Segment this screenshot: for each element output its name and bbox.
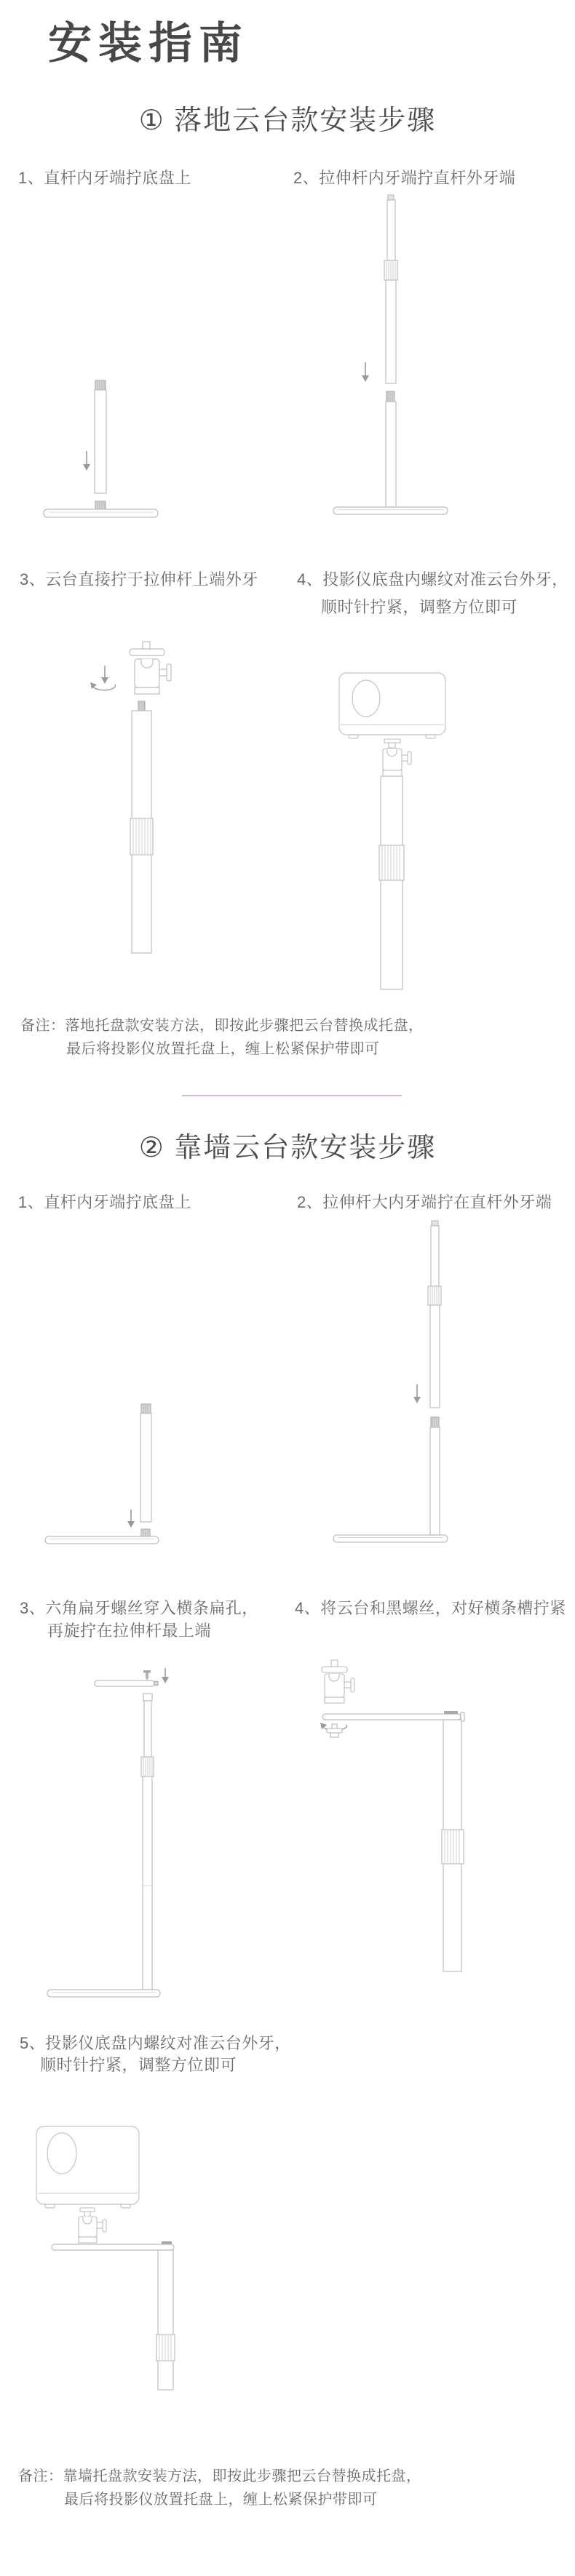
straight-pole	[430, 1427, 440, 1535]
ballhead-knob	[159, 669, 167, 676]
section2-step5-label-line2: 顺时针拧紧，调整方位即可	[40, 2056, 237, 2074]
extension-pole-upper	[387, 200, 395, 260]
section2-note-line2: 最后将投影仪放置托盘上，缠上松紧保护带即可	[64, 2492, 378, 2508]
section1-heading: ① 落地云台款安装步骤	[138, 105, 437, 136]
base-plate	[47, 1990, 160, 1997]
section1-step1-label: 1、直杆内牙端拧底盘上	[18, 169, 191, 187]
base-plate	[333, 507, 448, 514]
down-arrow-icon	[413, 1384, 421, 1403]
diagram-s1-step1-pole-onto-base	[0, 167, 288, 524]
cross-bar	[322, 1714, 461, 1720]
section2-step1-label: 1、直杆内牙端拧底盘上	[18, 1193, 191, 1211]
lock-collar	[442, 1830, 464, 1864]
extension-pole-lower	[430, 1305, 440, 1408]
diagram-s2-step1-pole-onto-base	[0, 1229, 288, 1553]
black-screw	[162, 2241, 172, 2244]
ballhead-knob	[344, 1682, 351, 1688]
pole-top-notch	[388, 195, 394, 200]
page-title: 安装指南	[48, 19, 249, 68]
ballhead-knob	[97, 2222, 103, 2228]
thread-cap	[141, 1404, 151, 1413]
diagram-s1-step4-projector-on-stand	[288, 655, 575, 993]
straight-pole	[386, 402, 396, 507]
down-arrow-icon	[83, 451, 90, 471]
section2-step5-label-line1: 5、投影仪底盘内螺纹对准云台外牙，	[20, 2034, 291, 2052]
section1-note-line2: 最后将投影仪放置托盘上，缠上松紧保护带即可	[66, 1041, 380, 1057]
black-screw	[444, 1711, 458, 1714]
down-arrow-icon	[127, 1510, 135, 1528]
pole-lower	[143, 1777, 152, 1990]
section1-step2-label: 2、拉伸杆内牙端拧直杆外牙端	[293, 169, 516, 187]
diagram-s2-step4-ballhead-onto-crossbar	[288, 1651, 575, 1975]
diagram-s2-step3-crossbar-onto-pole	[0, 1662, 288, 2004]
straight-pole	[95, 390, 106, 493]
section1-step4-label-line1: 4、投影仪底盘内螺纹对准云台外牙，	[297, 570, 568, 589]
section2-step3-label-line1: 3、六角扁牙螺丝穿入横条扁孔，	[20, 1599, 258, 1617]
section2-step4-label: 4、将云台和黑螺丝，对好横条槽拧紧	[295, 1599, 566, 1617]
ball-head	[130, 642, 171, 694]
section2-step3-label-line2: 再旋拧在拉伸杆最上端	[47, 1622, 212, 1640]
ball-head	[79, 2208, 106, 2243]
ballhead-knob	[402, 755, 408, 761]
down-arrow-icon	[162, 1668, 169, 1683]
projector-lens	[352, 680, 380, 717]
base-plate	[333, 1535, 448, 1542]
ball-head	[322, 1660, 354, 1703]
extension-pole-lower	[386, 280, 396, 383]
section2-heading: ② 靠墙云台款安装步骤	[138, 1133, 437, 1163]
diagram-s1-step3-ballhead-onto-pole	[0, 637, 288, 957]
diagram-s1-step2-extension-onto-pole	[288, 189, 575, 517]
section1-note-line1: 备注：落地托盘款安装方法，即按此步骤把云台替换成托盘，	[20, 1018, 424, 1034]
diagram-s2-step2-extension-onto-pole	[288, 1219, 575, 1546]
extension-pole	[158, 2250, 173, 2390]
extension-pole	[381, 776, 402, 989]
down-arrow-icon	[362, 362, 369, 382]
hex-flat-screw-icon	[143, 1670, 151, 1680]
diagram-s2-step5-projector-on-wall-stand	[0, 2121, 288, 2393]
base-plate	[44, 509, 158, 517]
projector	[339, 673, 445, 738]
section2-step2-label: 2、拉伸杆大内牙端拧在直杆外牙端	[297, 1193, 552, 1211]
screw	[327, 1724, 342, 1737]
cross-bar	[95, 1680, 154, 1686]
projector	[36, 2126, 139, 2208]
pole-top-notch	[432, 1221, 438, 1226]
lock-collar	[379, 845, 404, 880]
projector-lens	[47, 2133, 76, 2174]
down-arrow-icon	[101, 666, 108, 684]
lock-collar	[130, 818, 153, 855]
base-plate	[45, 1536, 159, 1544]
pole-top-cap	[143, 1694, 152, 1701]
rotate-arrow-icon	[90, 682, 115, 690]
section1-step4-label-line2: 顺时针拧紧，调整方位即可	[321, 598, 518, 616]
section-divider	[182, 1095, 402, 1096]
extension-pole-upper	[431, 1226, 439, 1286]
ball-head	[383, 739, 411, 776]
straight-pole	[140, 1413, 151, 1522]
section1-step3-label: 3、云台直接拧于拉伸杆上端外牙	[20, 570, 258, 589]
section2-note-line1: 备注：靠墙托盘款安装方法，即按此步骤把云台替换成托盘，	[18, 2468, 421, 2484]
extension-pole-upper	[144, 1701, 151, 1757]
cross-bar	[52, 2244, 174, 2250]
